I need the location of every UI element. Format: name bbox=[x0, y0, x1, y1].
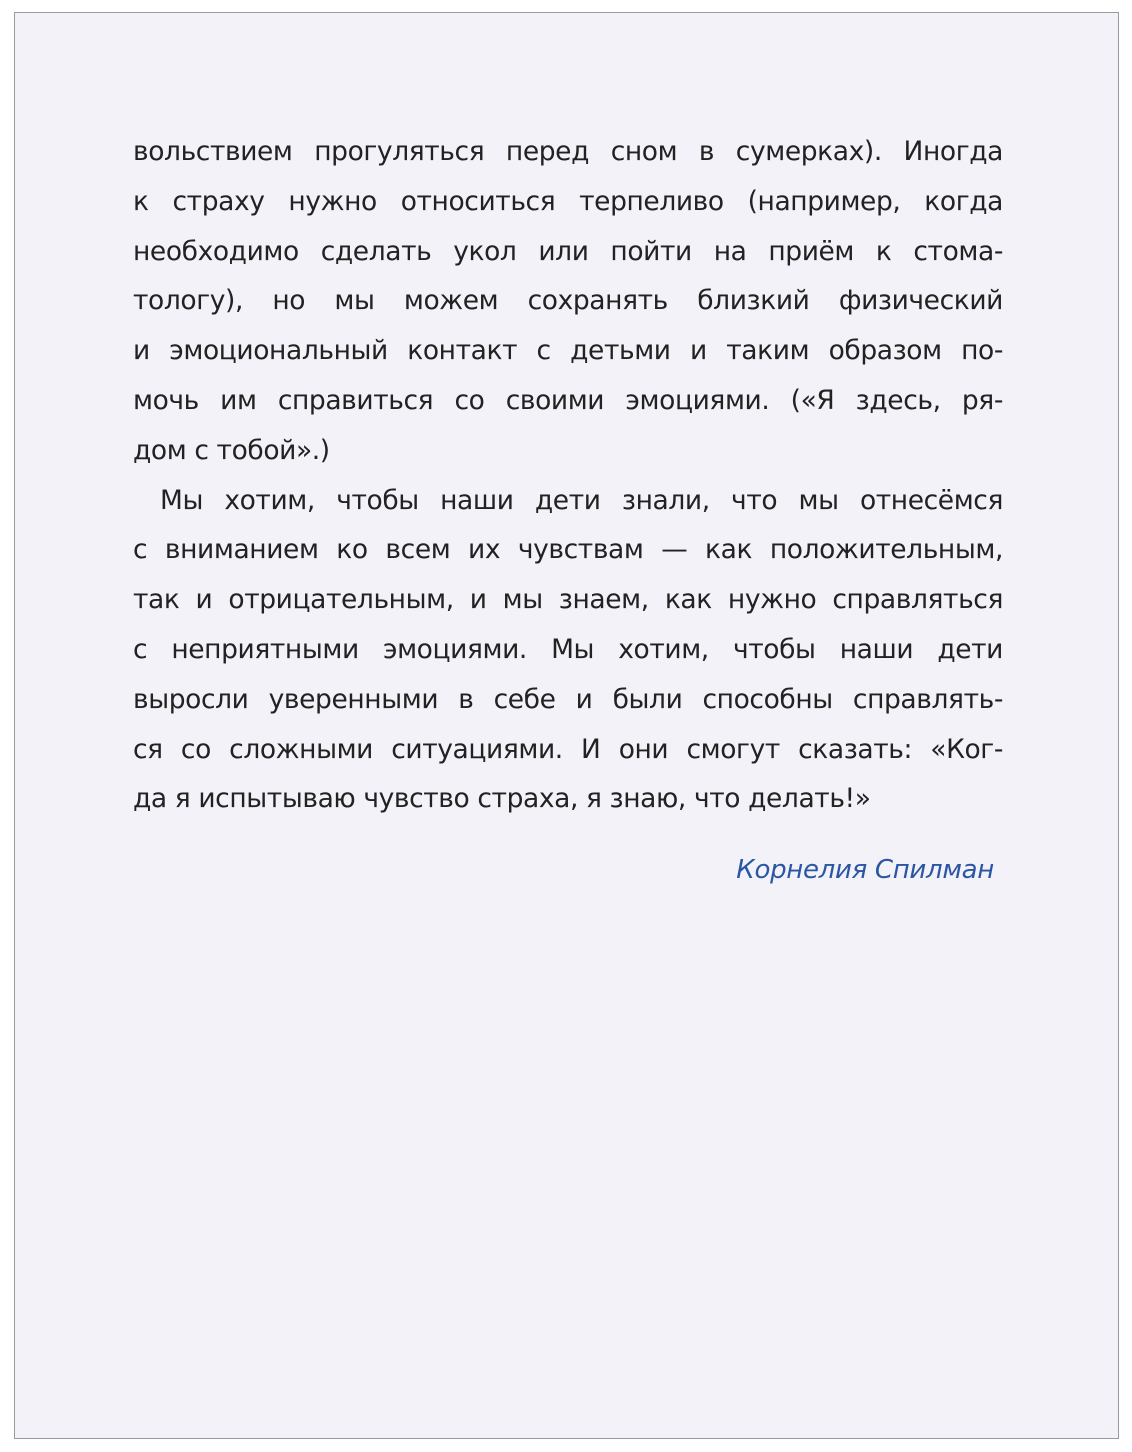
author-signature: Корнелия Спилман bbox=[736, 855, 994, 885]
text-line: да я испытываю чувство страха, я знаю, что делать!» bbox=[133, 783, 871, 815]
text-line: мочь им справиться со своими эмоциями. («Я здесь, ря- bbox=[133, 384, 1003, 416]
body-text bbox=[133, 127, 1003, 824]
text-line: так и отрицательным, и мы знаем, как нужно справляться bbox=[133, 584, 1003, 616]
text-line: необходимо сделать укол или пойти на приём к стома- bbox=[133, 235, 1003, 267]
text-line: вольствием прогуляться перед сном в сумерках). Иногда bbox=[133, 136, 1003, 167]
text-line: к страху нужно относиться терпеливо (например, когда bbox=[133, 185, 1003, 217]
text-line: и эмоциональный контакт с детьми и таким образом по- bbox=[133, 335, 1003, 367]
text-line: ся со сложными ситуациями. И они смогут сказать: «Ког- bbox=[133, 733, 1003, 765]
text-line: дом с тобой».) bbox=[133, 434, 330, 466]
book-page bbox=[14, 12, 1119, 1439]
paragraph-1 bbox=[133, 127, 1003, 476]
text-line: выросли уверенными в себе и были способны справлять- bbox=[133, 683, 1003, 715]
text-line: Мы хотим, чтобы наши дети знали, что мы отнесёмся bbox=[160, 484, 1003, 516]
text-line: с неприятными эмоциями. Мы хотим, чтобы наши дети bbox=[133, 633, 1003, 665]
text-line: тологу), но мы можем сохранять близкий физический bbox=[133, 285, 1003, 317]
paragraph-2 bbox=[133, 476, 1003, 825]
text-line: с вниманием ко всем их чувствам — как положительным, bbox=[133, 534, 1003, 566]
